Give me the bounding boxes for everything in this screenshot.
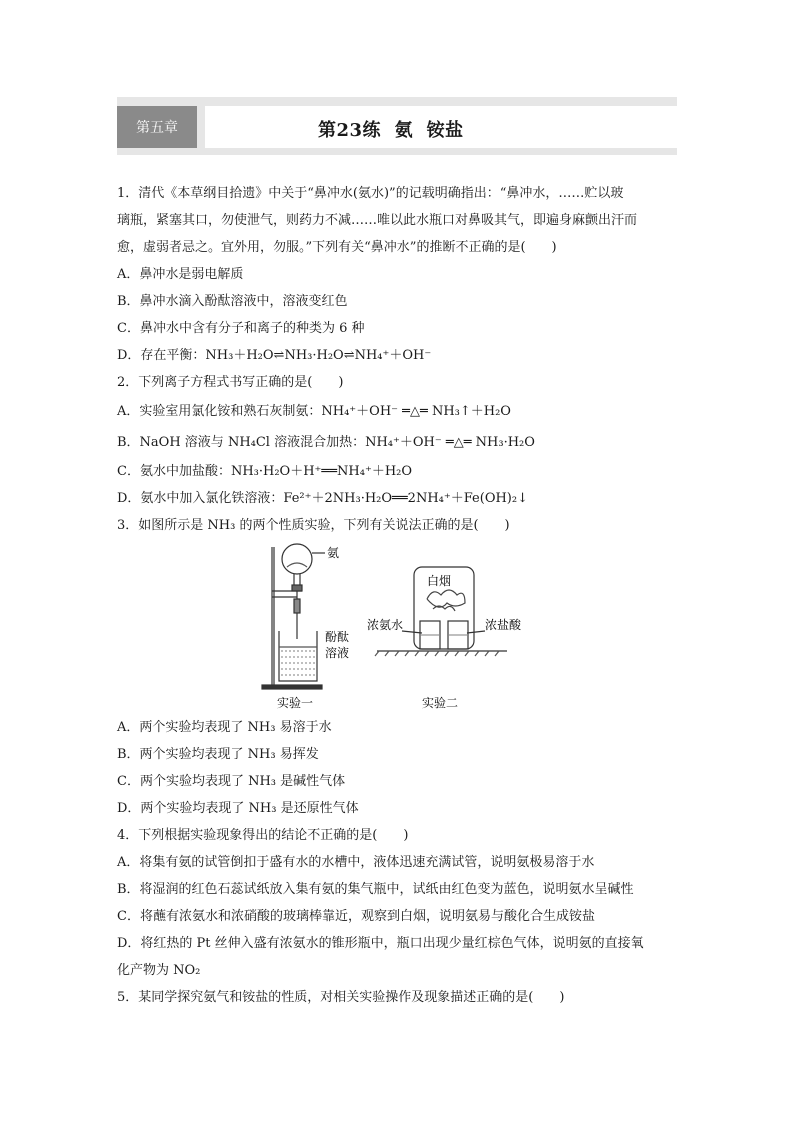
question-stem-line: 1．清代《本草纲目拾遗》中关于“鼻冲水(氨水)”的记载明确指出：“鼻冲水，……贮以玻 <box>117 186 624 201</box>
option-c: C．将蘸有浓氨水和浓硝酸的玻璃棒靠近，观察到白烟，说明氨易与酸化合生成铵盐 <box>117 909 595 924</box>
chapter-tab <box>117 106 197 148</box>
option-d-continued: 化产物为 NO₂ <box>117 963 201 978</box>
question-5 <box>117 984 677 1011</box>
label-phenolphthalein: 酚酞 <box>325 630 350 644</box>
option-a: A．将集有氨的试管倒扣于盛有水的水槽中，液体迅速充满试管，说明氨极易溶于水 <box>117 855 595 870</box>
label-ammonia: 氨 <box>327 546 340 560</box>
caption-experiment-1: 实验一 <box>277 696 314 709</box>
option-c: C．氨水中加盐酸：NH₃·H₂O＋H⁺══NH₄⁺＋H₂O <box>117 464 413 479</box>
experiment-figure <box>117 539 677 714</box>
question-stem-line: 3．如图所示是 NH₃ 的两个性质实验，下列有关说法正确的是( ) <box>117 518 510 533</box>
question-stem-line: 愈，虚弱者忌之。宜外用，勿服。”下列有关“鼻冲水”的推断不正确的是( ) <box>117 240 557 255</box>
caption-experiment-2: 实验二 <box>422 696 459 709</box>
option-b: B．将湿润的红色石蕊试纸放入集有氨的集气瓶中，试纸由红色变为蓝色，说明氨水呈碱性 <box>117 882 634 897</box>
option-c: C．鼻冲水中含有分子和离子的种类为 6 种 <box>117 321 365 336</box>
question-1 <box>117 180 677 369</box>
chapter-divider <box>197 106 205 148</box>
label-solution: 溶液 <box>325 646 350 660</box>
question-stem-line: 5．某同学探究氨气和铵盐的性质，对相关实验操作及现象描述正确的是( ) <box>117 990 565 1005</box>
option-a: A．两个实验均表现了 NH₃ 易溶于水 <box>117 720 332 735</box>
option-b: B．两个实验均表现了 NH₃ 易挥发 <box>117 747 319 762</box>
label-conc-ammonia: 浓氨水 <box>367 618 404 632</box>
question-list <box>117 180 677 1011</box>
option-b: B．鼻冲水滴入酚酞溶液中，溶液变红色 <box>117 294 348 309</box>
label-conc-hcl: 浓盐酸 <box>485 618 522 632</box>
page-title: 第23练 氨 铵盐 <box>318 120 464 141</box>
question-3 <box>117 512 677 822</box>
option-d: D．将红热的 Pt 丝伸入盛有浓氨水的锥形瓶中，瓶口出现少量红棕色气体，说明氨的直接氧 <box>117 936 644 951</box>
question-stem-line: 4．下列根据实验现象得出的结论不正确的是( ) <box>117 828 409 843</box>
option-d: D．存在平衡：NH₃＋H₂O⇌NH₃·H₂O⇌NH₄⁺＋OH⁻ <box>117 348 432 363</box>
question-2 <box>117 369 677 512</box>
option-c: C．两个实验均表现了 NH₃ 是碱性气体 <box>117 774 346 789</box>
question-stem-line: 2．下列离子方程式书写正确的是( ) <box>117 375 344 390</box>
option-a: A．鼻冲水是弱电解质 <box>117 267 244 282</box>
option-b: B．NaOH 溶液与 NH₄Cl 溶液混合加热：NH₄⁺＋OH⁻ ═△═ NH₃·H₂O <box>117 435 535 450</box>
question-stem-line: 璃瓶，紧塞其口，勿使泄气，则药力不减……唯以此水瓶口对鼻吸其气，即遍身麻颤出汗而 <box>117 213 638 228</box>
option-a: A．实验室用氯化铵和熟石灰制氨：NH₄⁺＋OH⁻ ═△═ NH₃↑＋H₂O <box>117 404 511 419</box>
chapter-label: 第五章 <box>136 120 178 136</box>
option-d: D．两个实验均表现了 NH₃ 是还原性气体 <box>117 801 359 816</box>
option-d: D．氨水中加入氯化铁溶液：Fe²⁺＋2NH₃·H₂O══2NH₄⁺＋Fe(OH)₂↓ <box>117 491 528 506</box>
experiment-diagram <box>257 539 557 709</box>
experiment-1-apparatus <box>262 544 325 689</box>
question-4 <box>117 822 677 984</box>
label-white-smoke: 白烟 <box>427 574 452 588</box>
